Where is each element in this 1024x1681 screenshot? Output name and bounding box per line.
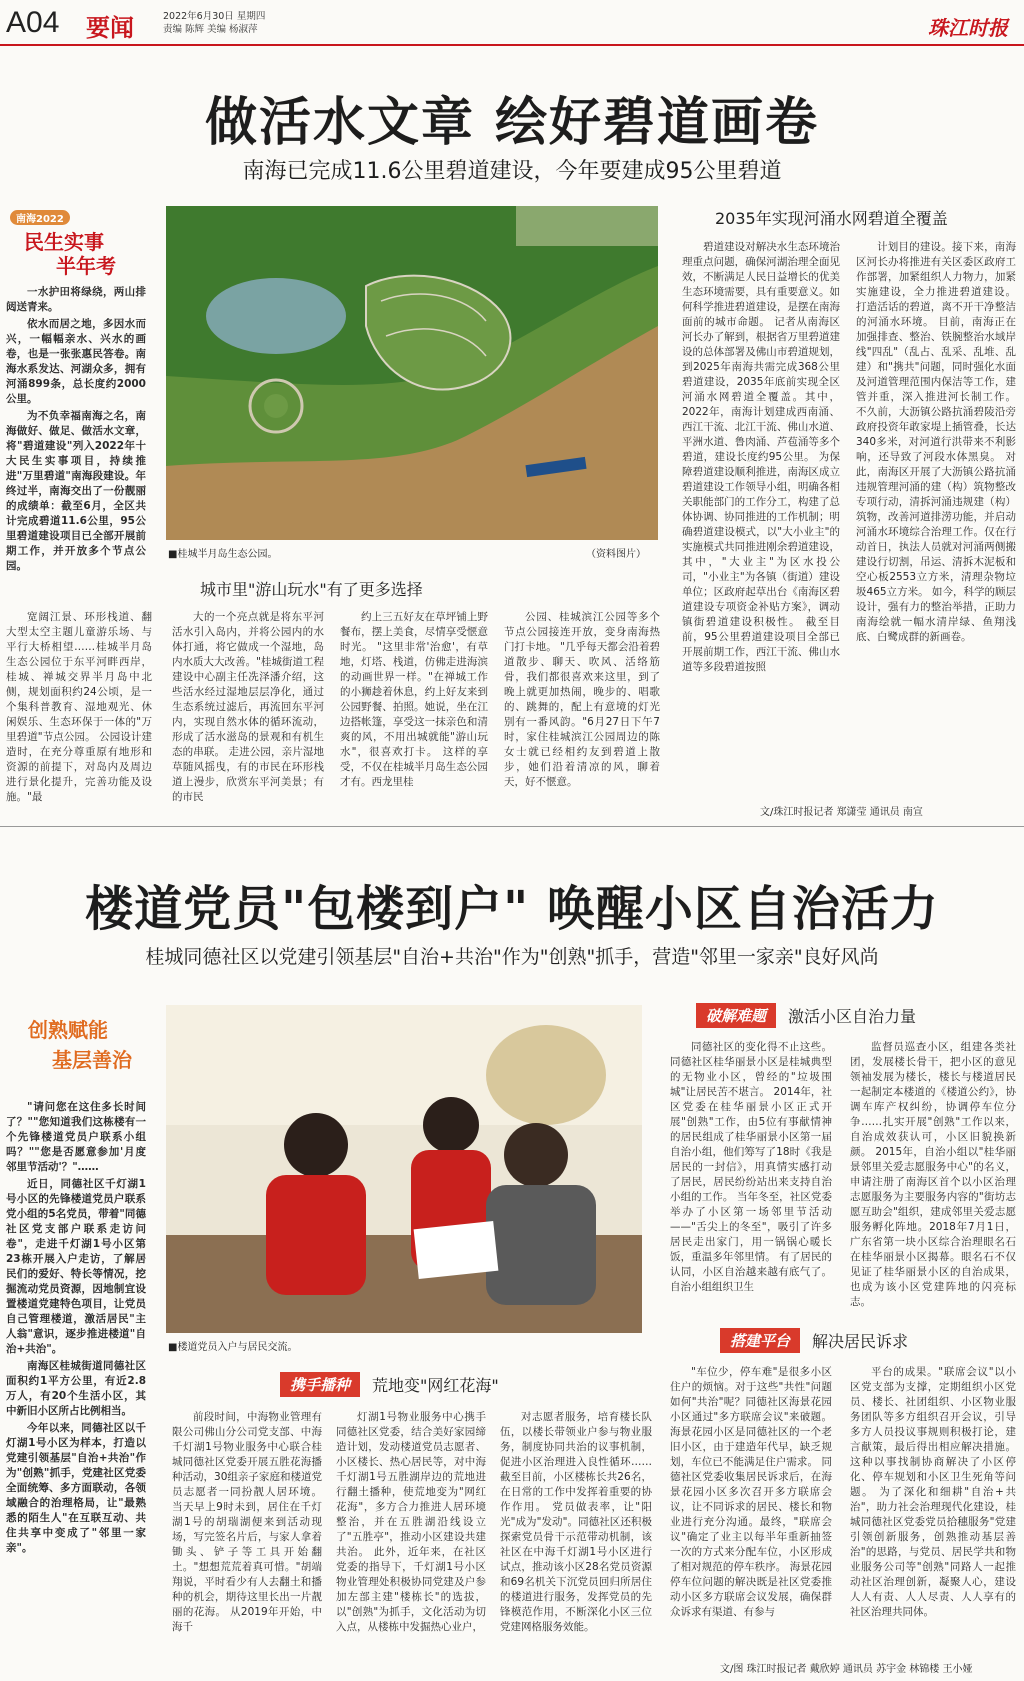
park-aerial-illustration: [166, 206, 658, 540]
story2-byline: 文/图 珠江时报记者 戴欣婷 通讯员 苏宇金 林锦楼 王小娅: [720, 1664, 973, 1675]
park-aerial-photo: [166, 206, 658, 540]
paragraph: 监督员巡查小区，组建各类社团，发展楼长骨干，把小区的意见领袖发展为楼长，楼长与楼道居民一起制定本楼道的《楼道公约》，协调车库产权纠纷，协调停车位分争……扎实开展"创熟"工作以来，自治成效获认可，小区旧貌换新颜。 2015年，自治小组以"桂华丽景邻里关爱志愿服务中心"的名义，申请注册了南海区首个以小区治理志愿服务为主要服务内容的"街坊志愿互助会"组织，建成邻里关爱志愿服务孵化阵地。2018年7月1日，广东省第一块小区综合治理眼名石在桂华丽景小区揭幕。眼名石不仅见证了桂华丽景小区的自治成果，也成为该小区党建阵地的闪亮标志。: [850, 1041, 1016, 1308]
paragraph: 依水而居之地，多因水而兴，一幅幅亲水、兴水的画卷，也是一张张惠民答卷。南海水系发达、河湖众多，拥有河涌899条，总长度约2000公里。: [6, 318, 146, 405]
issue-date: 2022年6月30日 星期四: [163, 11, 266, 22]
story1-right-col2: [856, 240, 1016, 810]
tag2-heading: [696, 1003, 916, 1028]
story1-subtitle: 南海已完成11.6公里碧道建设，今年要建成95公里碧道: [242, 159, 782, 184]
tag1-title: 荒地变"网红花海": [372, 1376, 499, 1395]
paragraph: 近日，同德社区千灯湖1号小区的先锋楼道党员户联系党小组的5名党员，带着"同德社区党支部户联系走访问卷"，走进千灯湖1号小区第23栋开展入户走访，了解居民们的爱好、特长等情况，挖掘流动党员资源，因地制宜设置楼道党建特色项目，让党员自己管理楼道，激活居民"主人翁"意识，逐步推进楼道"自治+共治"。: [6, 1178, 146, 1355]
story2-col1: [6, 1100, 146, 1670]
paragraph: 宽阔江景、环形栈道、翻大型太空主题儿童游乐场、与平行大桥相望……桂城半月岛生态公园位于东平河畔西岸，桂城、禅城交界半月岛中北侧，规划面积约24公顷，是一个集科普教育、湿地观光、休闲娱乐、生态环保于一体的"万里碧道"节点公园。 公园设计建造时，在充分尊重原有地形和资源的前提下，对岛内及周边进行景化提升，完善功能及设施。"最: [6, 611, 152, 803]
story2-headline: 楼道党员"包楼到户" 唤醒小区自治活力: [85, 881, 939, 937]
newspaper-logo: 珠江时报: [928, 16, 1008, 40]
paragraph: 灯湖1号物业服务中心携手同德社区党委，结合美好家园缔造计划，发动楼道党员志愿者、小区楼长、热心居民等，对中海千灯湖1号五胜湖岸边的荒地进行翻土播种，使荒地变为"网红花海"，多方合力推进人居环境整治，并在五胜湖沿线设立了"五胜亭"，推动小区建设共建共治。 此外，近年来，在社区党委的指导下，千灯湖1号小区物业管理处积极协同党建及户参加左部主建"楼栋长"的选拔，以"创熟"为抓手，文化活动为切入点，从楼栋中发掘热心业户，: [336, 1411, 486, 1633]
paragraph: 公园、桂城滨江公园等多个节点公园接连开放，变身南海热门打卡地。 "几乎每天都会沿着碧道散步、聊天、吹风、活络筋骨，我们都很喜欢来这里，到了晚上就更加热闹，晚步的、唱歌的、跳舞的，配上有意境的灯光别有一番风韵。"6月27日下午7时，家住桂城滨江公园周边的陈女士就已经相约友到碧道上散步，她们沿着清凉的风，聊着天，好不惬意。: [504, 611, 660, 788]
story2-subtitle: 桂城同德社区以党建引领基层"自治+共治"作为"创熟"抓手，营造"邻里一家亲"良好风尚: [145, 946, 879, 968]
story1-photo-credit: （资料图片）: [586, 549, 646, 560]
header-rule: [0, 44, 1024, 46]
tag3-heading: [720, 1328, 908, 1353]
story2-bottom-col2: [336, 1410, 486, 1672]
paragraph: 为不负幸福南海之名，南海做好、做足、做活水文章，将"碧道建设"列入2022年十大民生实事项目，持续推进"万里碧道"南海段建设。年终过半，南海交出了一份靓丽的成绩单：截至6月，全区共计完成碧道11.6公里，95公里碧道建设项目已全部开展前期工作，并开放多个节点公园。: [6, 410, 146, 572]
tag3-title: 解决居民诉求: [812, 1332, 909, 1351]
story1-col1: [6, 285, 146, 575]
story2-right-col1: [670, 1040, 832, 1310]
story2-stamp: [6, 1010, 146, 1080]
stamp-line2: 基层善治: [52, 1048, 132, 1072]
stamp-line1: 创熟赋能: [28, 1018, 108, 1042]
story1-bottom-col4: [504, 610, 660, 820]
tag2-title: 激活小区自治力量: [788, 1007, 917, 1026]
paragraph: 南海区桂城街道同德社区面积约1平方公里，有近2.8万人，有20个生活小区，其中新旧小区所占比例相当。: [6, 1360, 146, 1417]
stamp-line2: 半年考: [56, 254, 116, 278]
story1-right-subhead: 2035年实现河涌水网碧道全覆盖: [715, 209, 948, 228]
story-divider: [0, 826, 1024, 827]
story1-byline: 文/珠江时报记者 郑潇莹 通讯员 南宣: [760, 807, 923, 818]
story1-stamp: [4, 210, 146, 278]
story2-photo-caption: ■楼道党员入户与居民交流。: [168, 1342, 298, 1353]
story1-right-col1: [682, 240, 840, 810]
story2-right-col2: [850, 1040, 1016, 1310]
visit-illustration: [166, 1005, 642, 1333]
paragraph: 同德社区的变化得不止这些。同德社区桂华丽景小区是桂城典型的无物业小区，曾经的"垃圾围城"让居民苦不堪言。 2014年，社区党委在桂华丽景小区正式开展"创熟"工作，由5位有事献情神的居民组成了桂华丽景小区第一届自治小组，他们筹写了18时《我是居民的一封信》，用真情实感打动了居民，居民纷纷站出来支持自治小组的工作。 当年冬至，社区党委举办了小区第一场邻里节活动——"舌尖上的冬至"，吸引了许多居民走出家门，用一锅锅心暖长饭，重温多年邻里情。 有了居民的认同，小区自治越来越有底气了。自治小组组织卫生: [670, 1041, 832, 1293]
editors: 责编 陈辉 美编 杨淑萍: [163, 24, 258, 35]
paragraph: 一水护田将绿绕，两山排闼送青来。: [6, 286, 146, 313]
paragraph: 计划目的建设。接下来，南海区河长办将推进有关区委区政府工作部署，加紧组织人力物力，加紧实施建设，全力推进碧道建设。 打造活话的碧道，离不开干净整洁的河涌水环境。 目前，南海正在加强排查、整治、铁腕整治水域岸线"四乱"（乱占、乱采、乱堆、乱建）和"携共"问题，同时强化水面及河道管理范围内保洁等工作，建管并重，深入推进河长制工作。 不久前，大沥镇公路抗涌碧陵沿旁政府投资年敢家堤上插管叠，长达340多米，对河道行洪带来不利影响，还导致了河段水体黑臭。 对此，南海区开展了大沥镇公路抗涌违规管理河涌的建（构）筑物整改专项行动，清拆河涌违规建（构）筑物，改善河道排涝功能，并启动河涌水环境综合治理工作。仅在行动首日，执法人员就对河涌两侧搬建设行切割，吊运、清拆木泥板和空心板2553立方米，清理杂物垃圾465立方米。 如今，科学的顾层设计，强有力的整治举措，正助力南海绘就一幅水清岸绿、鱼翔浅底、白鹭成群的新画卷。: [856, 241, 1016, 643]
paragraph: 对志愿者服务，培育楼长队伍，以楼长带领业户参与物业服务，制度协同共治的议事机制，促进小区治理进入良性循环……截至目前，小区楼栋长共26名，在日常的工作中发挥着重要的协作作用。 党员做表率，让"阳光"成为"发动"。同德社区还积极探索党员骨干示范带动机制，该社区在中海千灯湖1号小区进行试点，推动该小区28名党员资源和69名机关下沉党员回归所居住的楼道进行服务，发挥党员的先锋模范作用，不断深化小区三位党建网格服务效能。: [500, 1411, 652, 1633]
paragraph: 今年以来，同德社区以千灯湖1号小区为样本，打造以党建引领基层"自治+共治"作为"创熟"抓手，党建社区党委全面统筹、多方面联动，各领域融合的治理格局，让"最熟悉的陌生人"在互联互动、共住共享中变成了"邻里一家亲"。: [6, 1422, 146, 1554]
paragraph: 约上三五好友在草坪铺上野餐布，摆上美食，尽情享受惬意时光。 "这里非常'治愈'，有草地，灯塔、栈道，仿佛走进海滨的动画世界一样。"在禅城工作的小狮趁着休息，约上好友来到公园野餐、拍照。她说，坐在江边搭帐篷，享受这一抹亲色和清爽的风，不用出城就能"游山玩水"，很喜欢打卡。 这样的享受，不仅在桂城半月岛生态公园才有。西龙里桂: [340, 611, 488, 788]
paragraph: 前段时间，中海物业管理有限公司佛山分公司党支部、中海千灯湖1号物业服务中心联合桂城同德社区党委开展五胜花海播种活动，30组亲子家庭和楼道党员志愿者一同扮靓人居环境。 当天早上9时未到，居住在千灯湖1号的胡瑞湖便来到活动现场，写完签名片后，与家人拿着锄头、铲子等工具开始翻土。"想想荒荒着真可惜。"胡端翔说，平时看少有人去翻土和播种的机会，期待这里长出一片靓丽的花海。 从2019年开始，中海千: [172, 1411, 322, 1633]
story2-right-col4: [850, 1365, 1016, 1650]
story2-bottom-col1: [172, 1410, 322, 1672]
story1-bottom-col1: [6, 610, 152, 820]
tag1-heading: [280, 1372, 499, 1397]
story2-bottom-col3: [500, 1410, 652, 1672]
page-number: A04: [6, 6, 60, 39]
story1-bottom-col3: [340, 610, 488, 820]
story1-subhead-mid: 城市里"游山玩水"有了更多选择: [200, 580, 423, 599]
story1-bottom-col2: [172, 610, 324, 820]
story1-headline: 做活水文章 绘好碧道画卷: [204, 93, 820, 153]
story2-right-col3: [670, 1365, 832, 1650]
tag3-label: 搭建平台: [720, 1328, 800, 1353]
tag1-label: 携手播种: [280, 1372, 360, 1397]
paragraph: 大的一个亮点就是将东平河活水引入岛内，并将公园内的水体打通，将它做成一个湿地，岛内水质大大改善。"桂城街道工程建设中心副主任冼泽潘介绍，这些活水经过湿地层层净化，通过生态系统过滤后，再流回东平河内，实现自然水体的循环流动，形成了活水滋岛的景观和有机生态的串联。 走进公园，亲片湿地草随风摇曳，有的市民在环形栈道上漫步，欣赏东平河美景；有的市民: [172, 611, 324, 803]
visit-photo: [166, 1005, 642, 1333]
paragraph: 碧道建设对解决水生态环境治理重点问题，确保河湖治理全面见效，不断满足人民日益增长的优美生态环境需要，具有重要意义。如何科学推进碧道建设，是摆在南海面前的城市命题。 记者从南海区河长办了解到，根据省万里碧道建设的总体部署及佛山市碧道规划，到2025年南海共需完成368公里碧道建设，2035年底前实现全区河涌水网碧道全覆盖。其中，2022年，南海计划建成西南涌、西江干流、北江干流、佛山水道、平洲水道、鲁肉涌、芦苞涌等多个碧道，建设长度约95公里。 为保障碧道建设顺利推进，南海区成立碧道建设工作领导小组，明确各相关职能部门的工作分工，构建了总体协调、协同推进的工作机制；明确碧道建设模式，以"大小业主"的实施模式共同推进刚余碧道建设，其中，"大业主"为区水投公司，"小业主"为各镇（街道）建设单位；区政府起草出台《南海区碧道建设专项资金补贴方案》，调动镇街碧道建设积极性。 截至目前，95公里碧道建设项目全部已开展前期工作，西江干流、佛山水道等多段碧道按照: [682, 241, 840, 673]
tag2-label: 破解难题: [696, 1003, 776, 1028]
paragraph: "车位少，停车难"是很多小区住户的烦恼。对于这些"共性"问题如何"共治"呢？同德社区海景花园小区通过"多方联席会议"来破题。 海景花园小区是同德社区的一个老旧小区，由于建造年代早，缺乏规划，车位已不能满足住户需求。 同德社区党委收集居民诉求后，在海景花园小区多次召开多方联席会议，让不同诉求的居民、楼长和物业进行充分沟通。最终，"联席会议"确定了业主以每半年重新抽签一次的方式来分配车位，小区形成了相对规范的停车秩序。 海景花园停车位问题的解决既是社区党委推动小区多方联席会议发展，确保群众诉求有渠道、有参与: [670, 1366, 832, 1618]
story1-photo-caption: ■桂城半月岛生态公园。: [168, 549, 278, 560]
paragraph: "请问您在这住多长时间了？""您知道我们这栋楼有一个先锋楼道党员户联系小组吗？""您是否愿意参加'月度邻里节活动'？"……: [6, 1101, 146, 1173]
stamp-badge: 南海2022: [10, 210, 70, 225]
section-name: 要闻: [86, 13, 134, 42]
paragraph: 平台的成果。"联席会议"以小区党支部为支撑，定期组织小区党员、楼长、社团组织、小区物业服务团队等多方组织召开会议，引导多方人员投议事规则积极打论，建言献策，最后得出相应解决措施。这种以事找制协商解决了小区停化、停车规划和小区卫生死角等问题。 为了深化和细耕"自治+共治"，助力社会治理现代化建设，桂城同德社区党委党员拾穗服务"党建引领创新服务，创熟推动基层善治"的思路，与党员、居民学共和物业服务公司等"创熟"同路人一起推动社区治理创新，凝聚人心，建设人人有责、人人尽责、人人享有的社区治理共同体。: [850, 1366, 1016, 1618]
stamp-line1: 民生实事: [24, 230, 104, 254]
issue-date-block: [163, 10, 265, 36]
